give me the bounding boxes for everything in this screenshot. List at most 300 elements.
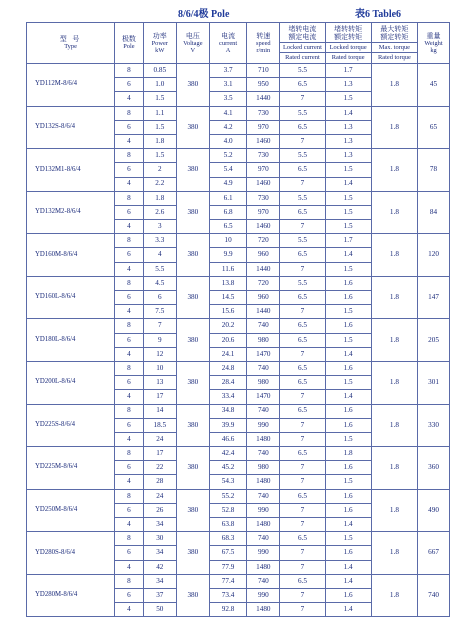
pole-cell: 8 [115, 64, 144, 78]
weight-cell: 205 [418, 319, 450, 362]
pole-cell: 4 [115, 92, 144, 106]
max-torque-cell: 1.8 [371, 404, 417, 447]
locked-torque-cell: 1.7 [325, 64, 371, 78]
power-cell: 34 [143, 574, 176, 588]
speed-cell: 1440 [247, 262, 280, 276]
spec-table [26, 22, 450, 617]
current-cell: 15.6 [209, 305, 246, 319]
locked-current-cell: 6.5 [280, 319, 325, 333]
col-locked-torque: 堵转转矩 额定转矩 Locked torque Rated torque [325, 23, 371, 64]
power-cell: 7 [143, 319, 176, 333]
locked-torque-cell: 1.4 [325, 560, 371, 574]
speed-cell: 730 [247, 106, 280, 120]
speed-cell: 1470 [247, 390, 280, 404]
voltage-cell: 380 [176, 532, 209, 575]
locked-torque-cell: 1.5 [325, 376, 371, 390]
spec-table-body [27, 64, 450, 617]
locked-torque-cell: 1.3 [325, 134, 371, 148]
table-row [27, 106, 450, 120]
power-cell: 50 [143, 603, 176, 617]
speed-cell: 970 [247, 120, 280, 134]
current-cell: 3.5 [209, 92, 246, 106]
power-cell: 2.2 [143, 177, 176, 191]
speed-cell: 990 [247, 546, 280, 560]
voltage-cell: 380 [176, 447, 209, 490]
speed-cell: 740 [247, 574, 280, 588]
current-cell: 28.4 [209, 376, 246, 390]
table-row [27, 361, 450, 375]
current-cell: 6.5 [209, 220, 246, 234]
current-cell: 52.8 [209, 503, 246, 517]
locked-current-cell: 6.5 [280, 447, 325, 461]
locked-torque-cell: 1.6 [325, 291, 371, 305]
voltage-cell: 380 [176, 404, 209, 447]
speed-cell: 1460 [247, 134, 280, 148]
current-cell: 68.3 [209, 532, 246, 546]
current-cell: 3.1 [209, 78, 246, 92]
current-cell: 55.2 [209, 489, 246, 503]
pole-cell: 6 [115, 376, 144, 390]
speed-cell: 1480 [247, 603, 280, 617]
max-torque-cell: 1.8 [371, 532, 417, 575]
current-cell: 5.4 [209, 163, 246, 177]
power-cell: 17 [143, 390, 176, 404]
pole-cell: 8 [115, 447, 144, 461]
col-max-torque: 最大转矩 额定转矩 Max. torque Rated torque [371, 23, 417, 64]
locked-torque-cell: 1.5 [325, 163, 371, 177]
table-row [27, 276, 450, 290]
power-cell: 2.6 [143, 205, 176, 219]
pole-cell: 8 [115, 276, 144, 290]
locked-current-cell: 7 [280, 560, 325, 574]
power-cell: 7.5 [143, 305, 176, 319]
model-type: YD132M2-8/6/4 [27, 191, 115, 234]
model-type: YD160L-8/6/4 [27, 276, 115, 319]
speed-cell: 1460 [247, 220, 280, 234]
speed-cell: 990 [247, 588, 280, 602]
locked-torque-cell: 1.5 [325, 305, 371, 319]
max-torque-cell: 1.8 [371, 191, 417, 234]
current-cell: 33.4 [209, 390, 246, 404]
pole-cell: 8 [115, 191, 144, 205]
model-type: YD112M-8/6/4 [27, 64, 115, 107]
locked-current-cell: 6.5 [280, 205, 325, 219]
current-cell: 20.6 [209, 333, 246, 347]
locked-current-cell: 7 [280, 518, 325, 532]
voltage-cell: 380 [176, 361, 209, 404]
speed-cell: 730 [247, 149, 280, 163]
locked-current-cell: 6.5 [280, 489, 325, 503]
speed-cell: 1480 [247, 432, 280, 446]
current-cell: 20.2 [209, 319, 246, 333]
locked-torque-cell: 1.6 [325, 461, 371, 475]
pole-heading: 8/6/4极 Pole [178, 9, 230, 20]
pole-cell: 8 [115, 319, 144, 333]
current-cell: 4.1 [209, 106, 246, 120]
power-cell: 1.5 [143, 92, 176, 106]
pole-cell: 6 [115, 291, 144, 305]
locked-torque-cell: 1.4 [325, 177, 371, 191]
table-row [27, 64, 450, 78]
current-cell: 4.2 [209, 120, 246, 134]
locked-current-cell: 7 [280, 418, 325, 432]
power-cell: 1.0 [143, 78, 176, 92]
locked-torque-cell: 1.6 [325, 546, 371, 560]
speed-cell: 970 [247, 205, 280, 219]
table-row [27, 149, 450, 163]
locked-current-cell: 6.5 [280, 333, 325, 347]
locked-torque-cell: 1.4 [325, 106, 371, 120]
max-torque-cell: 1.8 [371, 361, 417, 404]
pole-cell: 6 [115, 248, 144, 262]
pole-cell: 8 [115, 404, 144, 418]
weight-cell: 65 [418, 106, 450, 149]
current-cell: 14.5 [209, 291, 246, 305]
power-cell: 3.3 [143, 234, 176, 248]
pole-cell: 6 [115, 546, 144, 560]
speed-cell: 980 [247, 376, 280, 390]
locked-current-cell: 7 [280, 432, 325, 446]
current-cell: 24.1 [209, 347, 246, 361]
pole-cell: 8 [115, 361, 144, 375]
locked-current-cell: 7 [280, 305, 325, 319]
model-type: YD280S-8/6/4 [27, 532, 115, 575]
pole-cell: 4 [115, 603, 144, 617]
speed-cell: 1480 [247, 475, 280, 489]
current-cell: 63.8 [209, 518, 246, 532]
max-torque-cell: 1.8 [371, 447, 417, 490]
model-type: YD280M-8/6/4 [27, 574, 115, 617]
locked-torque-cell: 1.4 [325, 248, 371, 262]
weight-cell: 147 [418, 276, 450, 319]
current-cell: 6.8 [209, 205, 246, 219]
power-cell: 26 [143, 503, 176, 517]
power-cell: 5.5 [143, 262, 176, 276]
speed-cell: 1460 [247, 177, 280, 191]
locked-current-cell: 5.5 [280, 149, 325, 163]
pole-cell: 4 [115, 390, 144, 404]
power-cell: 14 [143, 404, 176, 418]
model-type: YD250M-8/6/4 [27, 489, 115, 532]
locked-current-cell: 7 [280, 461, 325, 475]
locked-torque-cell: 1.5 [325, 475, 371, 489]
locked-current-cell: 6.5 [280, 404, 325, 418]
pole-cell: 6 [115, 120, 144, 134]
current-cell: 4.0 [209, 134, 246, 148]
locked-current-cell: 5.5 [280, 234, 325, 248]
locked-torque-cell: 1.4 [325, 574, 371, 588]
pole-cell: 6 [115, 503, 144, 517]
locked-current-cell: 7 [280, 588, 325, 602]
col-current: 电流 current A [209, 23, 246, 64]
current-cell: 6.1 [209, 191, 246, 205]
speed-cell: 1480 [247, 560, 280, 574]
locked-current-cell: 5.5 [280, 64, 325, 78]
locked-torque-cell: 1.5 [325, 432, 371, 446]
pole-cell: 8 [115, 234, 144, 248]
table-row [27, 319, 450, 333]
speed-cell: 740 [247, 489, 280, 503]
current-cell: 73.4 [209, 588, 246, 602]
pole-cell: 4 [115, 262, 144, 276]
model-type: YD180L-8/6/4 [27, 319, 115, 362]
locked-current-cell: 7 [280, 92, 325, 106]
pole-cell: 6 [115, 418, 144, 432]
current-cell: 46.6 [209, 432, 246, 446]
pole-cell: 4 [115, 177, 144, 191]
voltage-cell: 380 [176, 106, 209, 149]
voltage-cell: 380 [176, 319, 209, 362]
power-cell: 1.8 [143, 134, 176, 148]
pole-cell: 4 [115, 518, 144, 532]
power-cell: 24 [143, 489, 176, 503]
current-cell: 77.4 [209, 574, 246, 588]
locked-torque-cell: 1.7 [325, 234, 371, 248]
max-torque-cell: 1.8 [371, 149, 417, 192]
speed-cell: 960 [247, 291, 280, 305]
power-cell: 4.5 [143, 276, 176, 290]
table-row [27, 191, 450, 205]
weight-cell: 490 [418, 489, 450, 532]
locked-current-cell: 6.5 [280, 574, 325, 588]
locked-current-cell: 6.5 [280, 532, 325, 546]
current-cell: 54.3 [209, 475, 246, 489]
pole-cell: 6 [115, 78, 144, 92]
max-torque-cell: 1.8 [371, 276, 417, 319]
speed-cell: 740 [247, 319, 280, 333]
locked-torque-cell: 1.6 [325, 361, 371, 375]
locked-current-cell: 6.5 [280, 291, 325, 305]
current-cell: 9.9 [209, 248, 246, 262]
current-cell: 5.2 [209, 149, 246, 163]
model-type: YD225S-8/6/4 [27, 404, 115, 447]
table-row [27, 532, 450, 546]
power-cell: 4 [143, 248, 176, 262]
speed-cell: 990 [247, 503, 280, 517]
speed-cell: 980 [247, 461, 280, 475]
speed-cell: 720 [247, 234, 280, 248]
locked-torque-cell: 1.5 [325, 191, 371, 205]
power-cell: 30 [143, 532, 176, 546]
locked-current-cell: 6.5 [280, 120, 325, 134]
table-heading [0, 5, 459, 19]
weight-cell: 740 [418, 574, 450, 617]
pole-cell: 8 [115, 106, 144, 120]
header-row [27, 23, 450, 64]
max-torque-cell: 1.8 [371, 489, 417, 532]
table-row [27, 489, 450, 503]
locked-torque-cell: 1.5 [325, 92, 371, 106]
current-cell: 77.9 [209, 560, 246, 574]
current-cell: 13.8 [209, 276, 246, 290]
pole-cell: 4 [115, 134, 144, 148]
locked-torque-cell: 1.6 [325, 503, 371, 517]
locked-torque-cell: 1.8 [325, 447, 371, 461]
locked-torque-cell: 1.5 [325, 333, 371, 347]
power-cell: 12 [143, 347, 176, 361]
table-row [27, 574, 450, 588]
locked-torque-cell: 1.6 [325, 588, 371, 602]
weight-cell: 301 [418, 361, 450, 404]
speed-cell: 950 [247, 78, 280, 92]
weight-cell: 78 [418, 149, 450, 192]
weight-cell: 667 [418, 532, 450, 575]
locked-current-cell: 7 [280, 603, 325, 617]
locked-torque-cell: 1.5 [325, 220, 371, 234]
locked-torque-cell: 1.6 [325, 319, 371, 333]
weight-cell: 120 [418, 234, 450, 277]
pole-cell: 8 [115, 149, 144, 163]
power-cell: 34 [143, 546, 176, 560]
locked-torque-cell: 1.5 [325, 205, 371, 219]
locked-current-cell: 5.5 [280, 106, 325, 120]
speed-cell: 740 [247, 532, 280, 546]
current-cell: 24.8 [209, 361, 246, 375]
current-cell: 11.6 [209, 262, 246, 276]
speed-cell: 740 [247, 361, 280, 375]
locked-current-cell: 7 [280, 347, 325, 361]
voltage-cell: 380 [176, 276, 209, 319]
current-cell: 4.9 [209, 177, 246, 191]
locked-torque-cell: 1.4 [325, 347, 371, 361]
weight-cell: 84 [418, 191, 450, 234]
pole-cell: 4 [115, 560, 144, 574]
pole-cell: 8 [115, 532, 144, 546]
weight-cell: 45 [418, 64, 450, 107]
model-type: YD225M-8/6/4 [27, 447, 115, 490]
col-locked-current: 堵转电流 额定电流 Locked current Rated current [280, 23, 325, 64]
current-cell: 34.8 [209, 404, 246, 418]
voltage-cell: 380 [176, 64, 209, 107]
power-cell: 22 [143, 461, 176, 475]
locked-current-cell: 7 [280, 220, 325, 234]
locked-torque-cell: 1.6 [325, 418, 371, 432]
power-cell: 1.1 [143, 106, 176, 120]
max-torque-cell: 1.8 [371, 64, 417, 107]
power-cell: 1.5 [143, 149, 176, 163]
model-type: YD132M1-8/6/4 [27, 149, 115, 192]
pole-cell: 6 [115, 205, 144, 219]
power-cell: 1.8 [143, 191, 176, 205]
pole-cell: 4 [115, 305, 144, 319]
pole-cell: 6 [115, 333, 144, 347]
locked-current-cell: 7 [280, 546, 325, 560]
locked-current-cell: 7 [280, 503, 325, 517]
locked-torque-cell: 1.3 [325, 120, 371, 134]
locked-torque-cell: 1.6 [325, 276, 371, 290]
locked-torque-cell: 1.3 [325, 149, 371, 163]
locked-current-cell: 7 [280, 390, 325, 404]
speed-cell: 730 [247, 191, 280, 205]
power-cell: 28 [143, 475, 176, 489]
speed-cell: 720 [247, 276, 280, 290]
speed-cell: 1440 [247, 305, 280, 319]
power-cell: 17 [143, 447, 176, 461]
power-cell: 6 [143, 291, 176, 305]
locked-torque-cell: 1.4 [325, 390, 371, 404]
col-pole: 极数 Pole [115, 23, 144, 64]
speed-cell: 1440 [247, 92, 280, 106]
speed-cell: 970 [247, 163, 280, 177]
locked-current-cell: 6.5 [280, 376, 325, 390]
power-cell: 34 [143, 518, 176, 532]
pole-cell: 6 [115, 461, 144, 475]
locked-current-cell: 7 [280, 134, 325, 148]
model-type: YD200L-8/6/4 [27, 361, 115, 404]
col-voltage: 电压 Voltage V [176, 23, 209, 64]
speed-cell: 1480 [247, 518, 280, 532]
locked-torque-cell: 1.5 [325, 532, 371, 546]
locked-torque-cell: 1.4 [325, 518, 371, 532]
locked-torque-cell: 1.6 [325, 404, 371, 418]
pole-cell: 4 [115, 432, 144, 446]
current-cell: 92.8 [209, 603, 246, 617]
power-cell: 13 [143, 376, 176, 390]
speed-cell: 980 [247, 333, 280, 347]
max-torque-cell: 1.8 [371, 319, 417, 362]
locked-torque-cell: 1.6 [325, 489, 371, 503]
table-number: 表6 Table6 [355, 9, 402, 20]
current-cell: 45.2 [209, 461, 246, 475]
max-torque-cell: 1.8 [371, 234, 417, 277]
pole-cell: 6 [115, 163, 144, 177]
table-row [27, 447, 450, 461]
power-cell: 10 [143, 361, 176, 375]
max-torque-cell: 1.8 [371, 574, 417, 617]
speed-cell: 710 [247, 64, 280, 78]
power-cell: 0.85 [143, 64, 176, 78]
power-cell: 3 [143, 220, 176, 234]
col-weight: 重量 Weight kg [418, 23, 450, 64]
locked-current-cell: 7 [280, 475, 325, 489]
table-row [27, 404, 450, 418]
locked-current-cell: 5.5 [280, 191, 325, 205]
power-cell: 18.5 [143, 418, 176, 432]
power-cell: 1.5 [143, 120, 176, 134]
pole-cell: 4 [115, 347, 144, 361]
max-torque-cell: 1.8 [371, 106, 417, 149]
pole-cell: 8 [115, 574, 144, 588]
voltage-cell: 380 [176, 191, 209, 234]
locked-current-cell: 6.5 [280, 78, 325, 92]
locked-current-cell: 7 [280, 177, 325, 191]
weight-cell: 330 [418, 404, 450, 447]
pole-cell: 4 [115, 475, 144, 489]
voltage-cell: 380 [176, 234, 209, 277]
locked-current-cell: 6.5 [280, 361, 325, 375]
locked-current-cell: 6.5 [280, 163, 325, 177]
power-cell: 37 [143, 588, 176, 602]
current-cell: 42.4 [209, 447, 246, 461]
locked-current-cell: 7 [280, 262, 325, 276]
speed-cell: 990 [247, 418, 280, 432]
power-cell: 24 [143, 432, 176, 446]
col-power: 功率 Power kW [143, 23, 176, 64]
speed-cell: 740 [247, 404, 280, 418]
pole-cell: 6 [115, 588, 144, 602]
power-cell: 2 [143, 163, 176, 177]
model-type: YD132S-8/6/4 [27, 106, 115, 149]
locked-torque-cell: 1.3 [325, 78, 371, 92]
col-type: 型 号 Type [27, 23, 115, 64]
speed-cell: 960 [247, 248, 280, 262]
current-cell: 39.9 [209, 418, 246, 432]
speed-cell: 740 [247, 447, 280, 461]
power-cell: 9 [143, 333, 176, 347]
current-cell: 3.7 [209, 64, 246, 78]
current-cell: 10 [209, 234, 246, 248]
voltage-cell: 380 [176, 489, 209, 532]
